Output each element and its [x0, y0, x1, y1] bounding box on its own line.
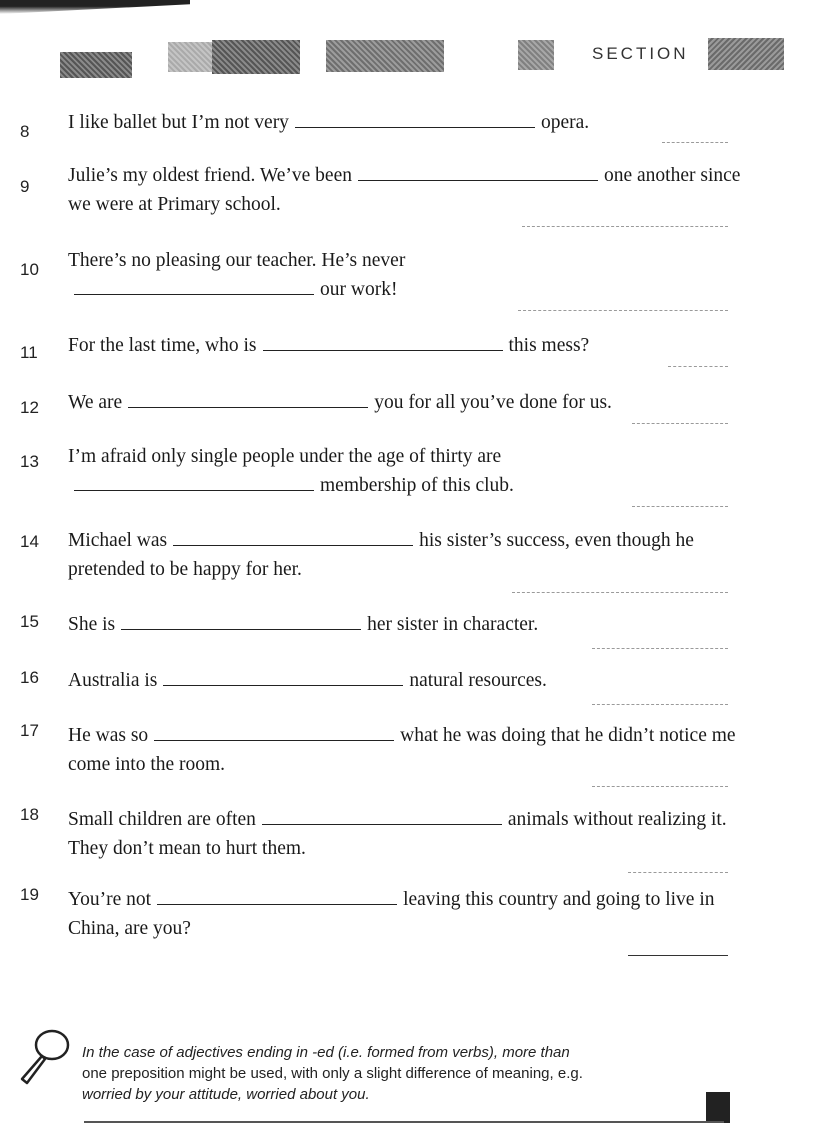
top-ink-stroke: [0, 0, 190, 14]
question-number: 19: [20, 885, 39, 904]
margin-answer-line[interactable]: [668, 366, 728, 367]
header-block: [518, 40, 554, 70]
question-text: Julie’s my oldest friend. We’ve been one another since we were at Primary school.: [68, 165, 741, 215]
question-text: Michael was his sister’s success, even though he pretended to be happy for her.: [68, 530, 694, 580]
margin-answer-line[interactable]: [632, 423, 728, 424]
question-text: You’re not leaving this country and going to live in China, are you?: [68, 889, 715, 939]
question-number: 9: [20, 177, 30, 196]
tip-line: one preposition might be used, with only a slight difference of meaning, e.g.: [82, 1065, 583, 1082]
question-text: There’s no pleasing our teacher. He’s neverour work!: [68, 250, 406, 300]
question-number: 16: [20, 668, 39, 687]
margin-answer-line[interactable]: [592, 704, 728, 705]
corner-mark: [706, 1092, 730, 1123]
margin-answer-line[interactable]: [592, 648, 728, 649]
question-text: He was so what he was doing that he didn’t notice me come into the room.: [68, 725, 736, 775]
section-number-block: [708, 38, 784, 70]
answer-blank[interactable]: [121, 613, 361, 630]
margin-answer-line[interactable]: [512, 592, 728, 593]
margin-answer-line[interactable]: [632, 506, 728, 507]
question-text: For the last time, who is this mess?: [68, 335, 590, 356]
question-number: 15: [20, 612, 39, 631]
answer-blank[interactable]: [358, 164, 598, 181]
question-text: I like ballet but I’m not very opera.: [68, 112, 590, 133]
header-block: [168, 42, 218, 72]
answer-blank[interactable]: [163, 669, 403, 686]
answer-blank[interactable]: [295, 111, 535, 128]
question-number: 8: [20, 122, 30, 141]
answer-blank[interactable]: [173, 529, 413, 546]
question-number: 10: [20, 260, 39, 279]
question-text: Australia is natural resources.: [68, 670, 547, 691]
margin-answer-line[interactable]: [662, 142, 728, 143]
answer-blank[interactable]: [154, 724, 394, 741]
question-number: 14: [20, 532, 39, 551]
header-block: [212, 40, 300, 74]
margin-answer-line[interactable]: [628, 955, 728, 956]
tip-example: worried by your attitude, worried about you.: [82, 1086, 370, 1103]
question-text: She is her sister in character.: [68, 614, 539, 635]
question-number: 13: [20, 452, 39, 471]
question-text: Small children are often animals without realizing it. They don’t mean to hurt them.: [68, 809, 727, 859]
question-number: 12: [20, 398, 39, 417]
question-text: I’m afraid only single people under the age of thirty aremembership of this club.: [68, 446, 514, 496]
tip-line: In the case of adjectives ending in -ed (i.e. formed from verbs), more than: [82, 1044, 570, 1061]
question-number: 18: [20, 805, 39, 824]
answer-blank[interactable]: [262, 808, 502, 825]
question-number: 11: [20, 343, 38, 362]
margin-answer-line[interactable]: [518, 310, 728, 311]
answer-blank[interactable]: [157, 888, 397, 905]
answer-blank[interactable]: [74, 278, 314, 295]
answer-blank[interactable]: [263, 334, 503, 351]
header-block: [60, 52, 132, 78]
answer-blank[interactable]: [74, 474, 314, 491]
magnifying-glass-icon: [14, 1025, 74, 1085]
margin-answer-line[interactable]: [592, 786, 728, 787]
question-text: We are you for all you’ve done for us.: [68, 392, 612, 413]
margin-answer-line[interactable]: [628, 872, 728, 873]
answer-blank[interactable]: [128, 391, 368, 408]
section-label: SECTION: [592, 44, 689, 63]
margin-answer-line[interactable]: [522, 226, 728, 227]
header-block: [326, 40, 444, 72]
question-number: 17: [20, 721, 39, 740]
grammar-tip: [82, 1042, 732, 1105]
